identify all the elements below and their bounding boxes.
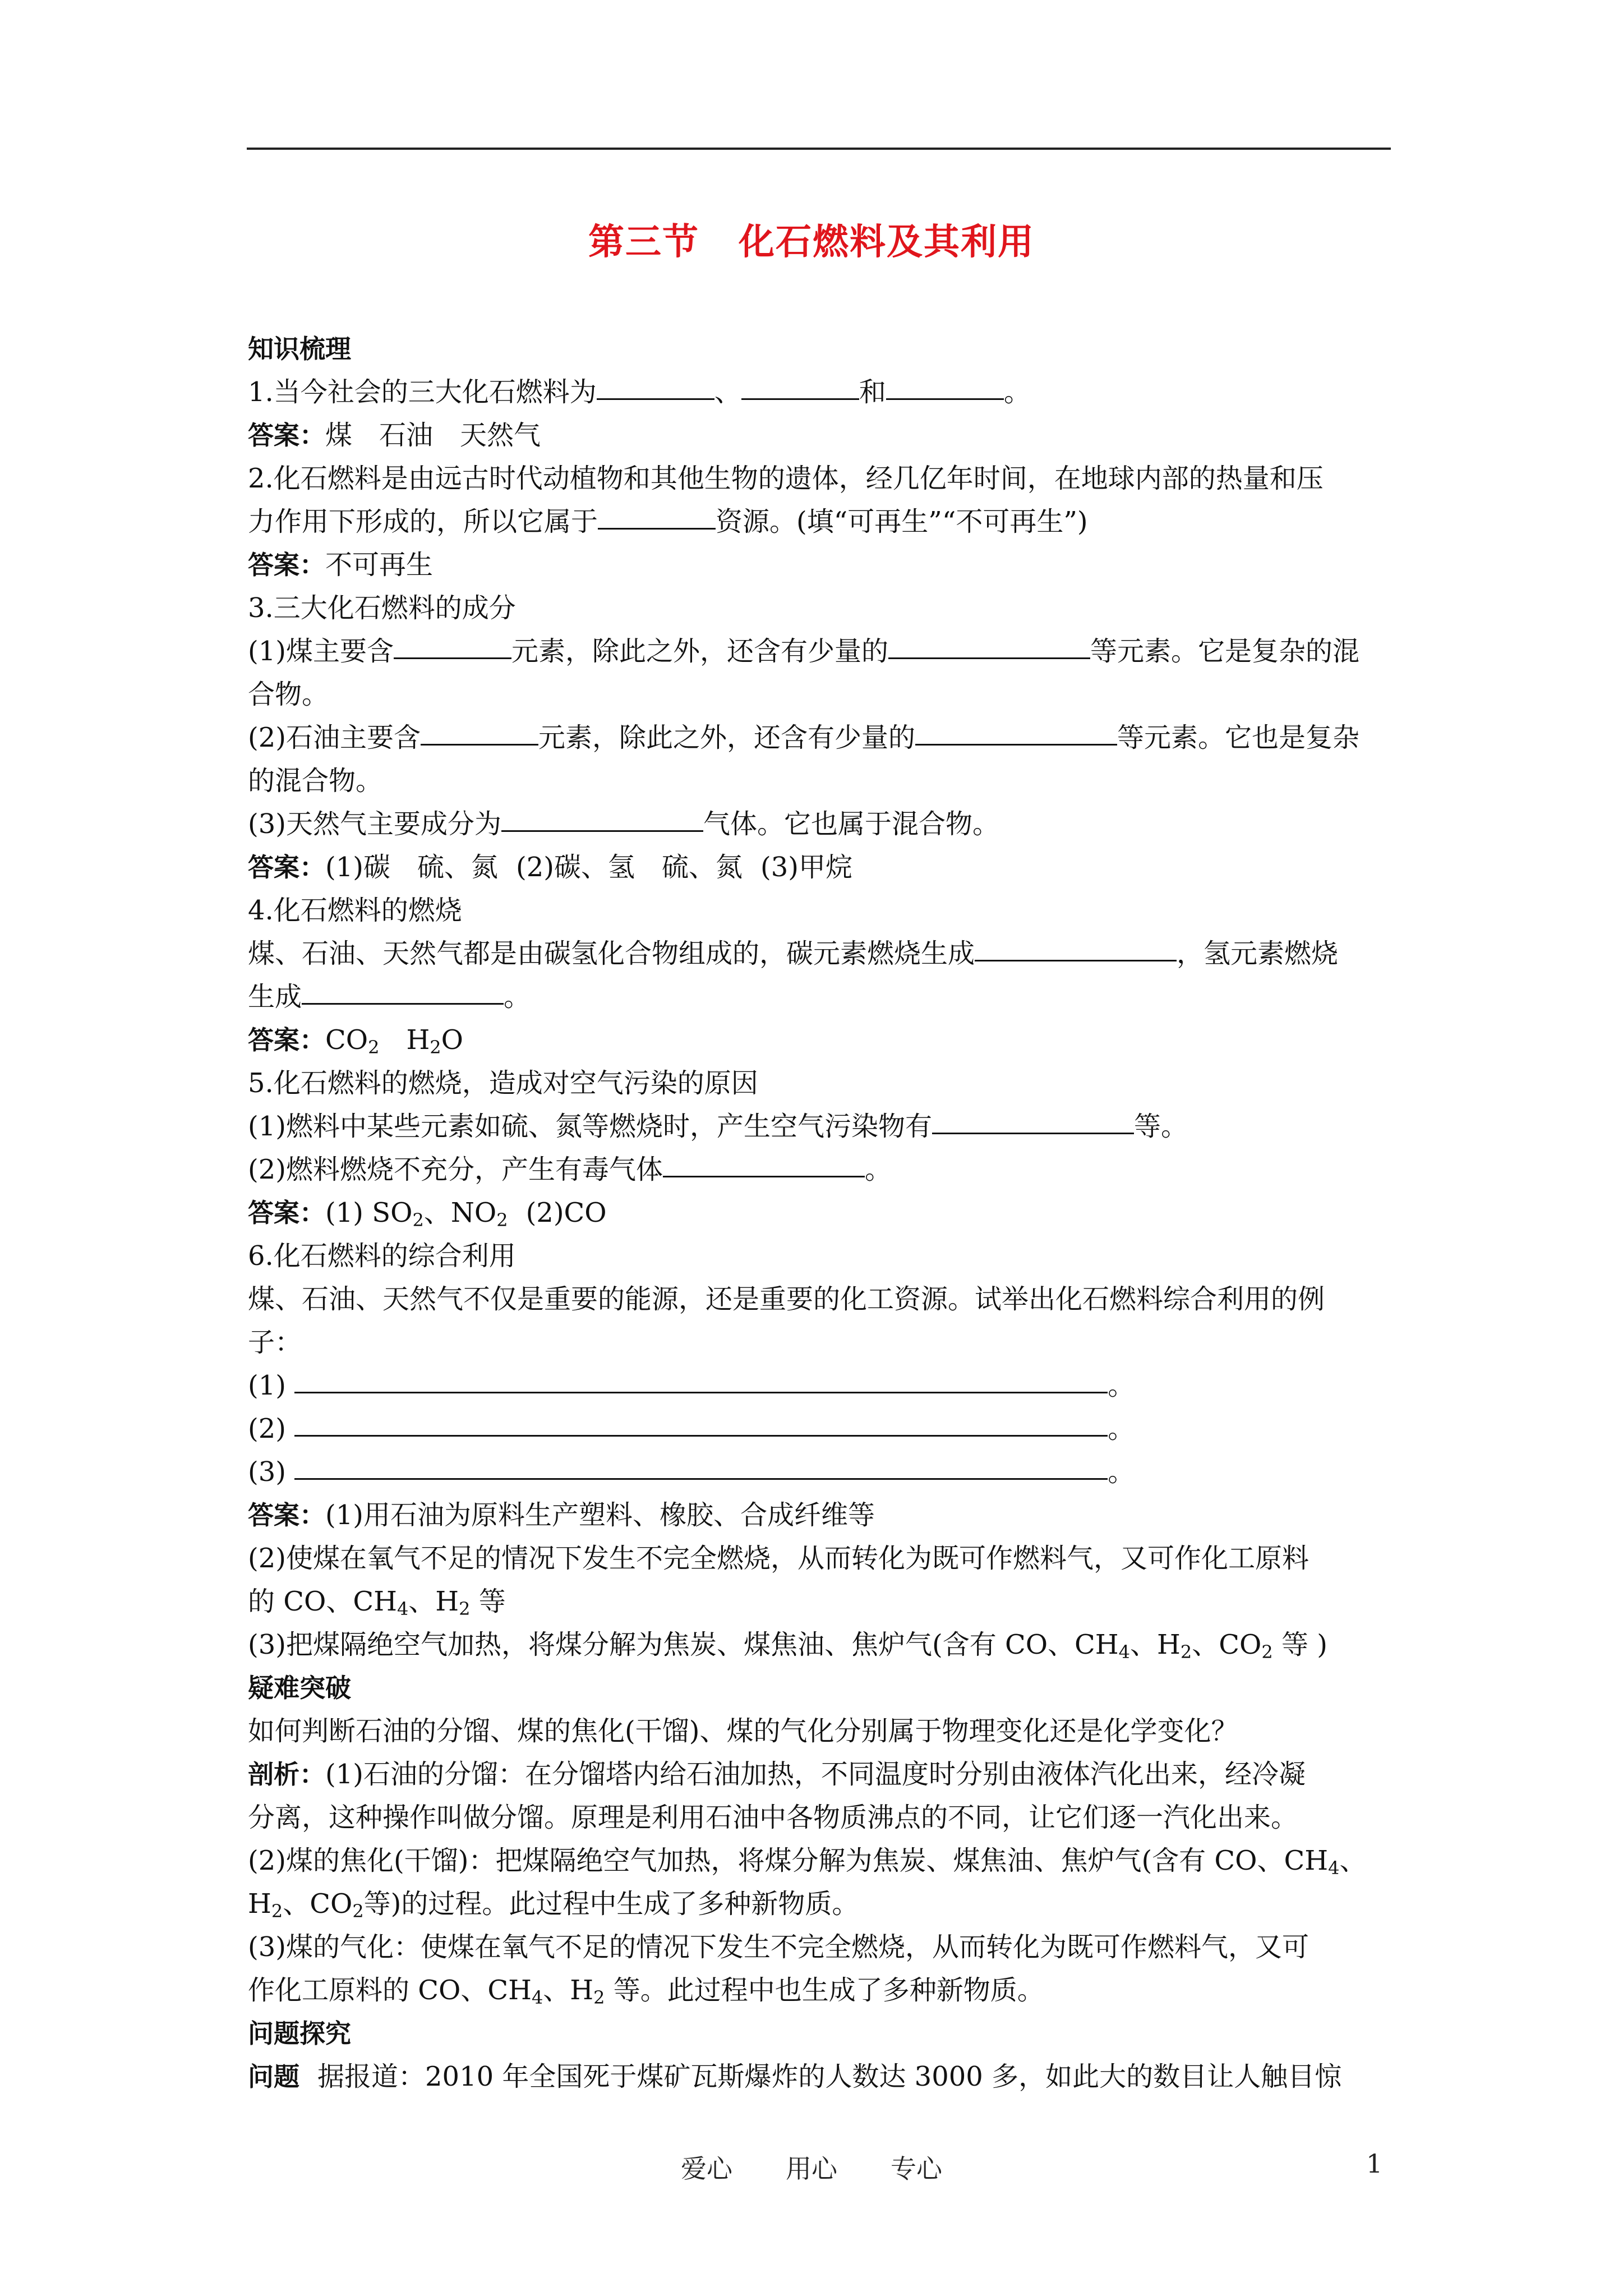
question-3-2: (2)石油主要含 元素，除此之外，还含有少量的 等元素。它也是复杂 bbox=[248, 722, 1360, 753]
question-6-blank-1: (1) 。 bbox=[248, 1370, 1135, 1401]
answer-blank[interactable] bbox=[741, 398, 859, 400]
answer-1: 答案：煤 石油 天然气 bbox=[248, 420, 541, 451]
question-3-1-cont: 合物。 bbox=[248, 679, 329, 710]
question-6-blank-2: (2) 。 bbox=[248, 1413, 1135, 1444]
problem: 问题 据报道：2010 年全国死于煤矿瓦斯爆炸的人数达 3000 多，如此大的数目让人触目惊 bbox=[248, 2061, 1342, 2092]
answer-blank[interactable] bbox=[975, 959, 1177, 961]
section-heading: 问题探究 bbox=[248, 2018, 351, 2049]
analysis-1: 剖析：(1)石油的分馏：在分馏塔内给石油加热，不同温度时分别由液体汽化出来，经冷凝 bbox=[248, 1759, 1306, 1790]
difficulty-question: 如何判断石油的分馏、煤的焦化(干馏)、煤的气化分别属于物理变化还是化学变化？ bbox=[248, 1715, 1238, 1747]
answer-blank[interactable] bbox=[294, 1391, 1108, 1393]
answer-6-2-cont: 的 CO、$CH_4$、$H_2$ 等 bbox=[248, 1586, 506, 1619]
answer-blank[interactable] bbox=[888, 657, 1090, 659]
answer-blank[interactable] bbox=[663, 1175, 865, 1177]
question-1: 1.当今社会的三大化石燃料为 、 和 。 bbox=[248, 376, 1031, 408]
answer-6: 答案：(1)用石油为原料生产塑料、橡胶、合成纤维等 bbox=[248, 1499, 875, 1531]
question-2-cont: 力作用下形成的，所以它属于 资源。(填“可再生”“不可再生”) bbox=[248, 506, 1088, 537]
answer-6-2: (2)使煤在氧气不足的情况下发生不完全燃烧，从而转化为既可作燃料气，又可作化工原料 bbox=[248, 1543, 1309, 1574]
analysis-2: (2)煤的焦化(干馏)：把煤隔绝空气加热，将煤分解为焦炭、煤焦油、焦炉气(含有 CO、$CH_4$、 bbox=[248, 1845, 1367, 1879]
section-heading: 疑难突破 bbox=[248, 1673, 351, 1703]
answer-blank[interactable] bbox=[932, 1132, 1134, 1134]
question-3-2-cont: 的混合物。 bbox=[248, 765, 383, 797]
answer-5: 答案：(1) $SO_2$、$NO_2$ (2)CO bbox=[248, 1197, 607, 1231]
answer-blank[interactable] bbox=[598, 527, 716, 530]
answer-blank[interactable] bbox=[501, 830, 703, 832]
question-5-heading: 5.化石燃料的燃烧，造成对空气污染的原因 bbox=[248, 1068, 758, 1099]
question-4-heading: 4.化石燃料的燃烧 bbox=[248, 895, 462, 926]
question-3-3: (3)天然气主要成分为 气体。它也属于混合物。 bbox=[248, 808, 1000, 840]
question-5-1: (1)燃料中某些元素如硫、氮等燃烧时，产生空气污染物有 等。 bbox=[248, 1111, 1188, 1142]
analysis-1-cont: 分离，这种操作叫做分馏。原理是利用石油中各物质沸点的不同，让它们逐一汽化出来。 bbox=[248, 1802, 1298, 1833]
question-4-cont: 生成 。 bbox=[248, 981, 531, 1013]
question-6: 煤、石油、天然气不仅是重要的能源，还是重要的化工资源。试举出化石燃料综合利用的例 bbox=[248, 1283, 1325, 1315]
answer-blank[interactable] bbox=[421, 743, 538, 746]
document-body bbox=[248, 328, 1392, 2099]
answer-2: 答案：不可再生 bbox=[248, 549, 434, 581]
question-6-heading: 6.化石燃料的综合利用 bbox=[248, 1240, 516, 1272]
header-rule bbox=[247, 148, 1391, 150]
answer-4: 答案：$CO_2$ $H_2O$ bbox=[248, 1024, 464, 1058]
question-3-1: (1)煤主要含 元素，除此之外，还含有少量的 等元素。它是复杂的混 bbox=[248, 636, 1360, 667]
answer-3: 答案：(1)碳 硫、氮 (2)碳、氢 硫、氮 (3)甲烷 bbox=[248, 852, 853, 883]
question-6-cont: 子： bbox=[248, 1327, 302, 1358]
answer-blank[interactable] bbox=[294, 1434, 1108, 1437]
answer-blank[interactable] bbox=[302, 1002, 504, 1005]
answer-blank[interactable] bbox=[394, 657, 511, 659]
page-footer: 爱心 用心 专心 bbox=[681, 2154, 942, 2184]
answer-blank[interactable] bbox=[915, 743, 1117, 746]
page-title: 第三节 化石燃料及其利用 bbox=[588, 222, 1035, 263]
answer-6-3: (3)把煤隔绝空气加热，将煤分解为焦炭、煤焦油、焦炉气(含有 CO、$CH_4$、$H_2$、$CO_2$ 等 ) bbox=[248, 1629, 1327, 1663]
answer-blank[interactable] bbox=[294, 1478, 1108, 1480]
answer-blank[interactable] bbox=[597, 398, 714, 400]
section-heading: 知识梳理 bbox=[248, 334, 351, 364]
page-number: 1 bbox=[1366, 2148, 1383, 2179]
question-6-blank-3: (3) 。 bbox=[248, 1456, 1135, 1488]
question-2: 2.化石燃料是由远古时代动植物和其他生物的遗体，经几亿年时间，在地球内部的热量和压 bbox=[248, 463, 1324, 494]
analysis-3-cont: 作化工原料的 CO、$CH_4$、$H_2$ 等。此过程中也生成了多种新物质。 bbox=[248, 1975, 1044, 2008]
question-3-heading: 3.三大化石燃料的成分 bbox=[248, 592, 516, 624]
analysis-2-cont: $H_2$、$CO_2$等)的过程。此过程中生成了多种新物质。 bbox=[248, 1888, 859, 1922]
question-4: 煤、石油、天然气都是由碳氢化合物组成的，碳元素燃烧生成 ，氢元素燃烧 bbox=[248, 938, 1339, 969]
answer-blank[interactable] bbox=[886, 398, 1004, 400]
question-5-2: (2)燃料燃烧不充分，产生有毒气体 。 bbox=[248, 1154, 892, 1185]
analysis-3: (3)煤的气化：使煤在氧气不足的情况下发生不完全燃烧，从而转化为既可作燃料气，又可 bbox=[248, 1931, 1309, 1963]
